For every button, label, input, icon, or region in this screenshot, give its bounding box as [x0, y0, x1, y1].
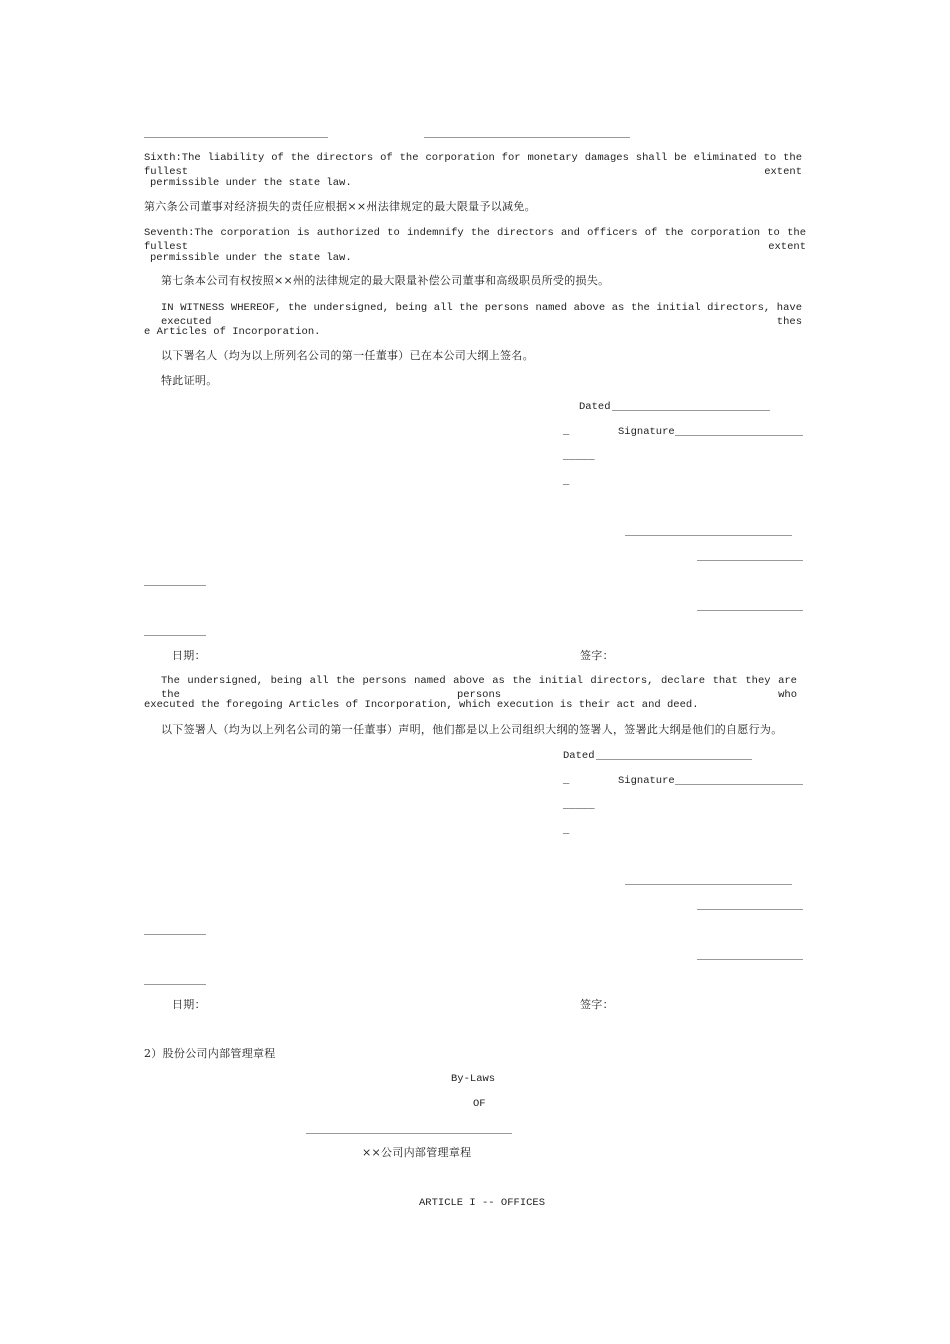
blank-line [625, 884, 792, 885]
signature-dash-short: _____ [563, 451, 595, 463]
company-name-line[interactable] [306, 1133, 512, 1134]
signature-line[interactable] [675, 784, 803, 785]
signature-dash-short: _____ [563, 800, 595, 812]
blank-line [144, 585, 206, 586]
sign-label-cn: 签字： [580, 649, 614, 662]
bylaws-of: OF [473, 1098, 486, 1110]
signature-line[interactable] [675, 435, 803, 436]
dated-line[interactable] [612, 410, 770, 411]
section-heading: 2）股份公司内部管理章程 [144, 1047, 276, 1060]
blank-line [144, 635, 206, 636]
witness-clause-en-line1: IN WITNESS WHEREOF, the undersigned, being all the persons named above as the initial directors, have executed thes [161, 302, 802, 328]
article-heading: ARTICLE I -- OFFICES [419, 1197, 546, 1209]
sixth-clause-en-line2: permissible under the state law. [150, 177, 352, 189]
blank-line [697, 909, 803, 910]
signature-prefix: _ [563, 775, 570, 787]
signature-label: Signature [618, 775, 675, 787]
sixth-clause-en-line1: Sixth:The liability of the directors of the corporation for monetary damages shall be eliminated to the fullest extent [144, 152, 802, 178]
bylaws-title: By-Laws [451, 1073, 496, 1085]
dated-line[interactable] [596, 759, 752, 760]
declaration-en-line2: executed the foregoing Articles of Incorporation, which execution is their act and deed. [144, 699, 699, 711]
blank-line [144, 934, 206, 935]
certify-text: 特此证明。 [161, 374, 218, 387]
seventh-clause-en-line2: permissible under the state law. [150, 252, 352, 264]
blank-line [144, 984, 206, 985]
bylaws-title-cn: ××公司内部管理章程 [362, 1146, 472, 1159]
date-label-cn: 日期： [172, 998, 206, 1011]
dated-label: Dated [563, 750, 595, 762]
blank-line [697, 959, 803, 960]
witness-clause-en-line2: e Articles of Incorporation. [144, 326, 321, 338]
date-label-cn: 日期： [172, 649, 206, 662]
declaration-en-line1: The undersigned, being all the persons named above as the initial directors, declare that they are the persons who [161, 675, 797, 701]
seventh-clause-en-line1: Seventh:The corporation is authorized to indemnify the directors and officers of the corporation to the fullest extent [144, 227, 806, 253]
blank-line [144, 137, 328, 138]
declaration-cn: 以下签署人（均为以上列名公司的第一任董事）声明，他们都是以上公司组织大纲的签署人，签署此大纲是他们的自愿行为。 [161, 723, 783, 736]
signature-dash-one: _ [563, 825, 570, 837]
sign-label-cn: 签字： [580, 998, 614, 1011]
blank-line [424, 137, 630, 138]
witness-clause-cn: 以下署名人（均为以上所列名公司的第一任董事）已在本公司大纲上签名。 [161, 349, 534, 362]
signature-dash-one: _ [563, 476, 570, 488]
dated-label: Dated [579, 401, 611, 413]
signature-prefix: _ [563, 426, 570, 438]
blank-line [697, 560, 803, 561]
seventh-clause-cn: 第七条本公司有权按照××州的法律规定的最大限量补偿公司董事和高级职员所受的损失。 [161, 274, 610, 287]
signature-label: Signature [618, 426, 675, 438]
blank-line [697, 610, 803, 611]
blank-line [625, 535, 792, 536]
sixth-clause-cn: 第六条公司董事对经济损失的责任应根据××州法律规定的最大限量予以减免。 [144, 200, 536, 213]
